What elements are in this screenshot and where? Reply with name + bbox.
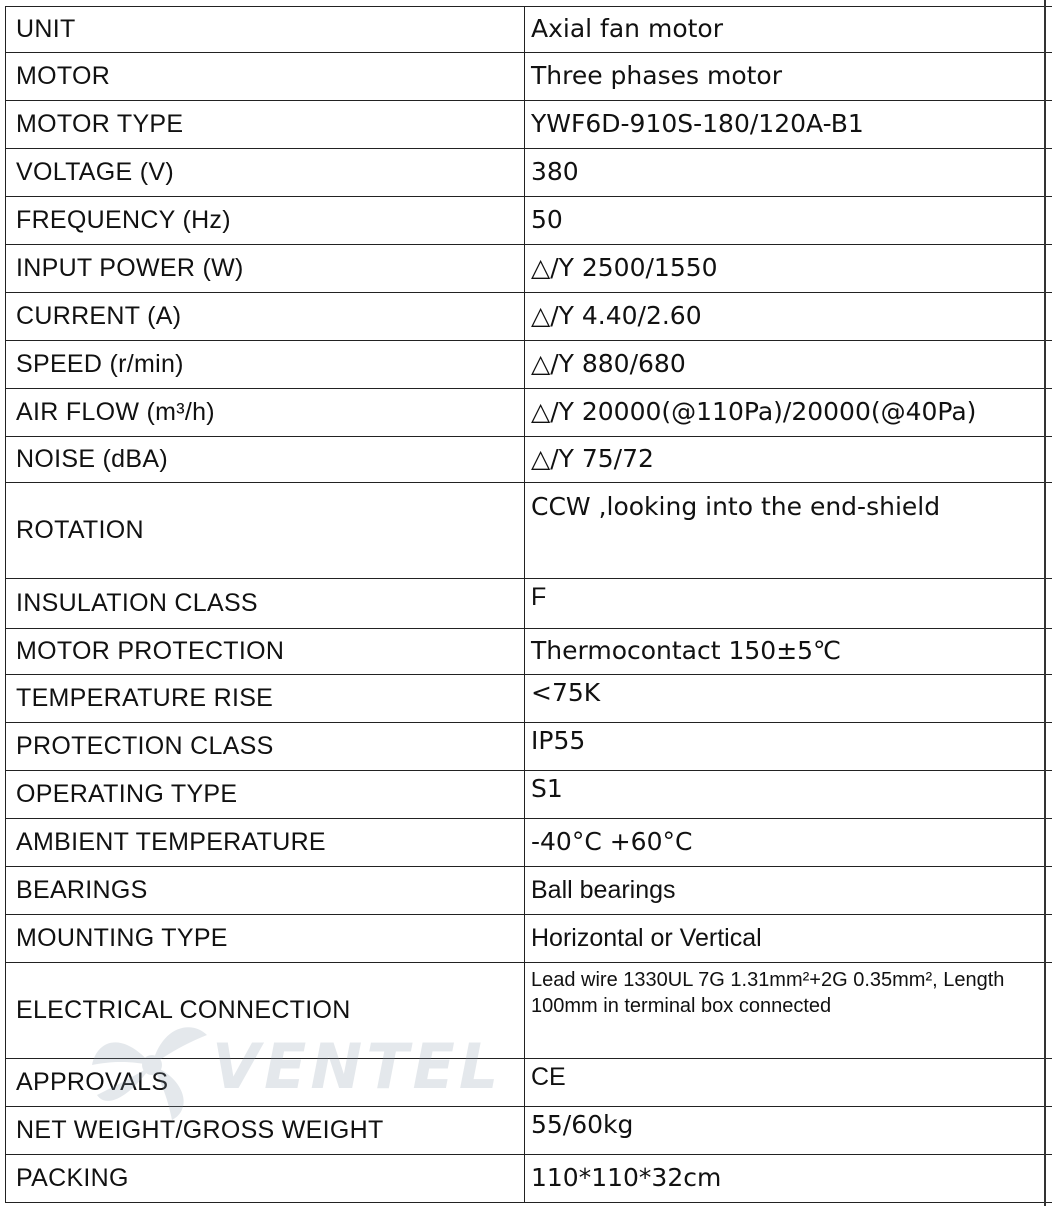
table-row [6,245,1052,293]
table-row [6,437,1052,483]
param-label: AMBIENT TEMPERATURE [6,819,525,867]
param-label: OPERATING TYPE [6,771,525,819]
param-label: TEMPERATURE RISE [6,675,525,723]
param-label: APPROVALS [6,1059,525,1107]
table-row [6,149,1052,197]
param-value: F [525,579,1052,629]
table-row [6,1107,1052,1155]
param-label: CURRENT (A) [6,293,525,341]
param-value: Axial fan motor [525,7,1052,53]
param-label: MOTOR [6,53,525,101]
spec-table [5,6,1052,1203]
param-label: MOTOR PROTECTION [6,629,525,675]
param-value: Horizontal or Vertical [525,915,1052,963]
table-row [6,963,1052,1059]
param-value: 110*110*32cm [525,1155,1052,1203]
param-value: 50 [525,197,1052,245]
table-row [6,771,1052,819]
table-row [6,101,1052,149]
table-row [6,819,1052,867]
param-label: INPUT POWER (W) [6,245,525,293]
param-label: ELECTRICAL CONNECTION [6,963,525,1059]
param-label: FREQUENCY (Hz) [6,197,525,245]
param-label: VOLTAGE (V) [6,149,525,197]
param-value: CE [525,1059,1052,1107]
table-row [6,389,1052,437]
param-value: △/Y 2500/1550 [525,245,1052,293]
table-row [6,483,1052,579]
page-edge-divider [1044,0,1046,1206]
param-value: CCW ,looking into the end-shield [525,483,1052,579]
param-value: -40°C +60°C [525,819,1052,867]
param-value: Lead wire 1330UL 7G 1.31mm²+2G 0.35mm², Length 100mm in terminal box connected [525,963,1052,1059]
param-label: INSULATION CLASS [6,579,525,629]
table-row [6,7,1052,53]
table-row [6,293,1052,341]
param-label: NET WEIGHT/GROSS WEIGHT [6,1107,525,1155]
watermark-text: VENTEL [212,1030,503,1103]
param-value: Thermocontact 150±5℃ [525,629,1052,675]
param-label: MOUNTING TYPE [6,915,525,963]
param-value: Three phases motor [525,53,1052,101]
param-value: △/Y 20000(@110Pa)/20000(@40Pa) [525,389,1052,437]
table-row [6,915,1052,963]
param-value: 380 [525,149,1052,197]
param-label: NOISE (dBA) [6,437,525,483]
param-label: SPEED (r/min) [6,341,525,389]
param-label: PROTECTION CLASS [6,723,525,771]
param-value: YWF6D-910S-180/120A-B1 [525,101,1052,149]
param-value: Ball bearings [525,867,1052,915]
param-label: UNIT [6,7,525,53]
table-row [6,723,1052,771]
table-row [6,1155,1052,1203]
param-value: <75K [525,675,1052,723]
table-row [6,1059,1052,1107]
param-value: △/Y 880/680 [525,341,1052,389]
param-label: AIR FLOW (m³/h) [6,389,525,437]
param-label: ROTATION [6,483,525,579]
param-label: PACKING [6,1155,525,1203]
table-row [6,629,1052,675]
table-row [6,53,1052,101]
table-row [6,579,1052,629]
table-row [6,197,1052,245]
table-row [6,675,1052,723]
param-value: S1 [525,771,1052,819]
param-label: BEARINGS [6,867,525,915]
param-label: MOTOR TYPE [6,101,525,149]
table-row [6,867,1052,915]
param-value: 55/60kg [525,1107,1052,1155]
param-value: IP55 [525,723,1052,771]
table-row [6,341,1052,389]
param-value: △/Y 75/72 [525,437,1052,483]
param-value: △/Y 4.40/2.60 [525,293,1052,341]
